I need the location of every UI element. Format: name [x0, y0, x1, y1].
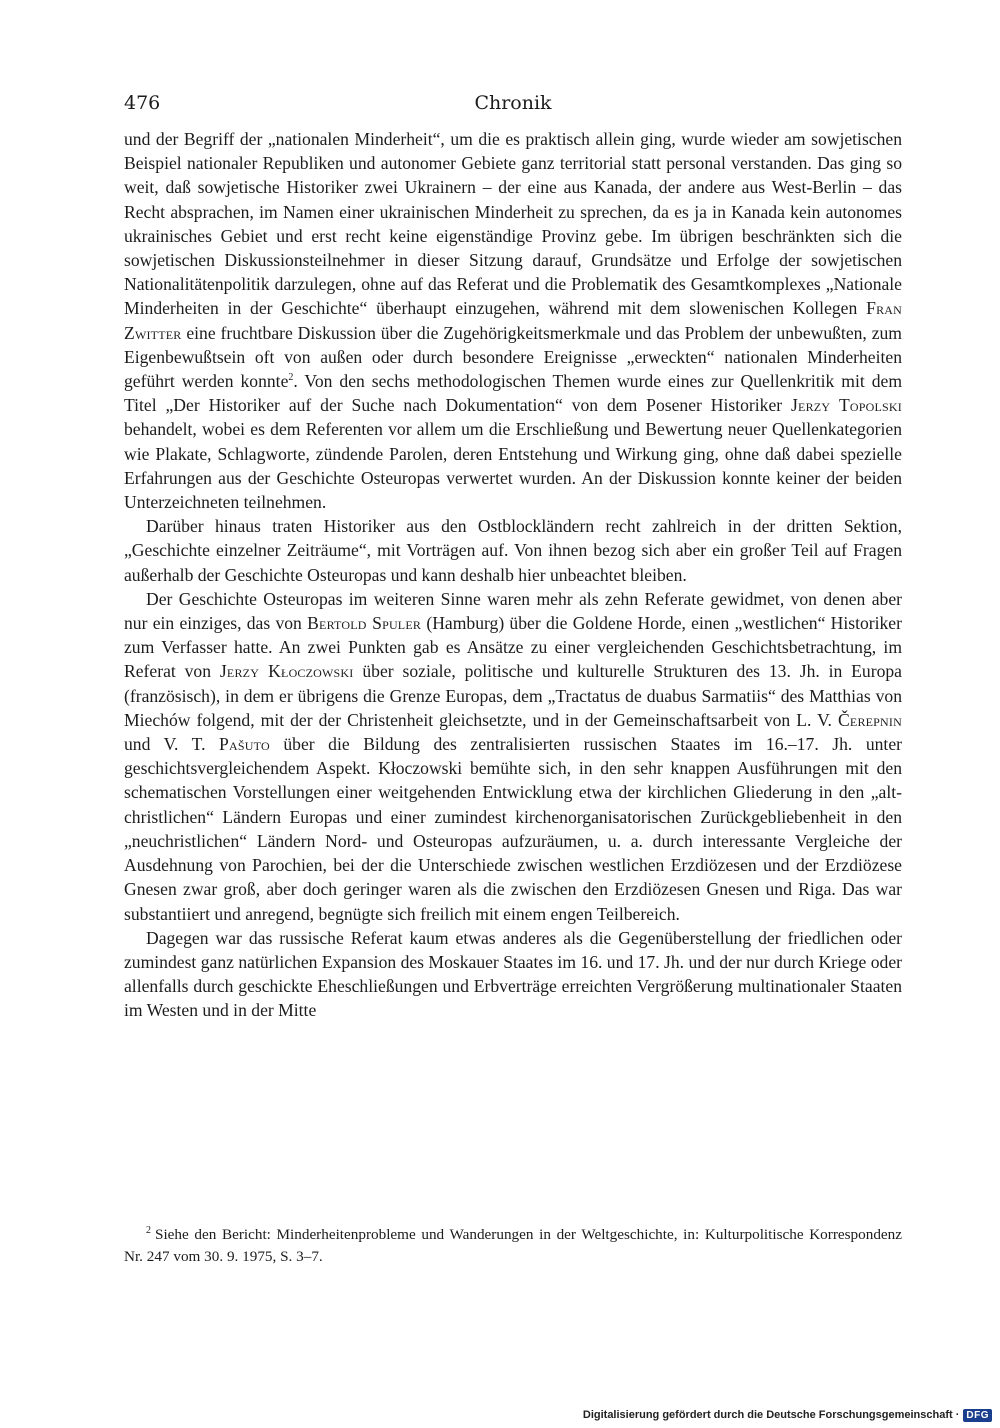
- dfg-logo: DFG: [963, 1409, 992, 1422]
- author-name: Jerzy Topolski: [791, 395, 902, 416]
- author-name: Bertold Spuler: [307, 613, 422, 634]
- author-name: Fran Zwitter: [124, 298, 902, 343]
- footnote-ref: 2: [288, 372, 294, 384]
- running-title: Chronik: [474, 92, 552, 114]
- author-name: Pašuto: [219, 734, 270, 755]
- paragraph-1: und der Begriff der „nationalen Minderheit“, um die es praktisch allein ging, wurde wieder am sowjetischen Beispiel nationaler Republiken und autonomer Gebiete ganz territorial statt personal verstanden. Das ging so weit, daß sowjetische Historiker zwei Ukrainern – der eine aus Kanada, der andere aus West-Berlin – das Recht absprachen, im Namen einer ukrainischen Minderheit zu sprechen, da es ja in Kanada kein autonomes ukrainisches Gebiet und erst recht keine eigenständige Provinz gebe. Im übrigen beschränkten sich die sowjetischen Diskussionsteilnehmer in dieser Sitzung darauf, Grundsätze und Erfolge der sowjetischen Nationalitätenpolitik darzulegen, ohne auf das Referat und die Problematik des Gesamtkomplexes „Nationale Minderheiten in der Geschichte“ überhaupt einzugehen, während mit dem slowenischen Kollegen Fran Zwitter eine fruchtbare Diskussion über die Zugehörigkeitsmerkmale und das Problem der unbewußten, zum Eigenbewußtsein oft von außen oder durch besondere Ereignisse „erweckten“ nationalen Minderheiten geführt werden konnte$^2$. Von den sechs methodologischen Themen wurde eines zur Quellenkritik mit dem Titel „Der Historiker auf der Suche nach Dokumentation“ von dem Posener Historiker Jerzy Topolski behandelt, wobei es dem Referenten vor allem um die Erschließung und Bewertung neuer Quellenkategorien wie Plakate, Schlagworte, zündende Parolen, deren Entstehung und Wirkung ging, ohne daß dabei spezielle Erfahrungen aus der Geschichte Osteuropas verwertet wurden. An der Diskussion konnte keiner der beiden Unterzeichneten teilnehmen.: [124, 129, 902, 513]
- footnote-mark: 2: [146, 1224, 151, 1236]
- credit-text: Digitalisierung gefördert durch die Deutsche Forschungsgemeinschaft ·: [582, 1409, 960, 1421]
- body-text: [124, 127, 902, 1023]
- page-header: [124, 92, 902, 120]
- paragraph-3: Der Geschichte Osteuropas im weiteren Sinne waren mehr als zehn Referate gewidmet, von denen aber nur ein einziges, das von Bertold Spuler (Hamburg) über die Goldene Horde, einen „westlichen“ Historiker zum Verfasser hatte. An zwei Punkten gab es Ansätze zu einer vergleichenden Geschichtsbetrachtung, im Referat von Jerzy Kłoczowski über soziale, politische und kulturelle Strukturen des 13. Jh. in Europa (französisch), in dem er übrigens die Grenze Europas, dem „Tractatus de duabus Sarmatiis“ des Matthias von Miechów folgend, mit der der Christenheit gleichsetzte, und in der Gemeinschaftsarbeit von L. V. Čerepnin und V. T. Pašuto über die Bildung des zentralisierten russischen Staates im 16.–17. Jh. unter geschichtsvergleichendem Aspekt. Kłoczowski bemühte sich, in den sehr knappen Ausführungen mit den schematischen Vorstellungen einer weitgehenden Entwicklung etwa der kirchlichen Gliederung in den „alt-christlichen“ Ländern Europas und einer zumindest kirchenorganisatorischen Zurückgebliebenheit in den „neuchristlichen“ Ländern Nord- und Osteuropas aufzuräumen, u. a. durch interessante Vergleiche der Ausdehnung von Parochien, bei der die Unterschiede zwischen westlichen Erzdiözesen und der Erzdiözese Gnesen zwar groß, aber doch geringer waren als die zwischen den Erzdiözesen Gnesen und Riga. Das war substantiiert und anregend, begnügte sich freilich mit einem engen Teilbereich.: [124, 588, 902, 924]
- page-number: 476: [124, 92, 161, 114]
- paragraph-2: Darüber hinaus traten Historiker aus den Ostblockländern recht zahlreich in der dritten Sektion, „Geschichte einzelner Zeiträume“, mit Vorträgen auf. Von ihnen bezog sich aber ein großer Teil auf Fragen außerhalb der Geschichte Osteuropas und kann deshalb hier unbeachtet bleiben.: [124, 516, 902, 585]
- author-name: Jerzy Kłoczowski: [219, 661, 354, 682]
- author-name: Čerepnin: [837, 709, 902, 730]
- paragraph-4: Dagegen war das russische Referat kaum etwas anderes als die Gegenüberstellung der friedlichen oder zumindest ganz natürlichen Expansion des Moskauer Staates im 16. und 17. Jh. und der nur durch Kriege oder allenfalls durch geschickte Eheschließungen und Erbverträge erreichten Vergrößerung multinationaler Staaten im Westen und in der Mitte: [124, 927, 902, 1021]
- digitization-credit: [583, 1406, 992, 1424]
- footnote: [124, 1224, 902, 1268]
- footnote-text: Siehe den Bericht: Minderheitenprobleme und Wanderungen in der Weltgeschichte, in: Kulturpolitische Korrespondenz Nr. 247 vom 30. 9. 1975, S. 3–7.: [124, 1226, 902, 1265]
